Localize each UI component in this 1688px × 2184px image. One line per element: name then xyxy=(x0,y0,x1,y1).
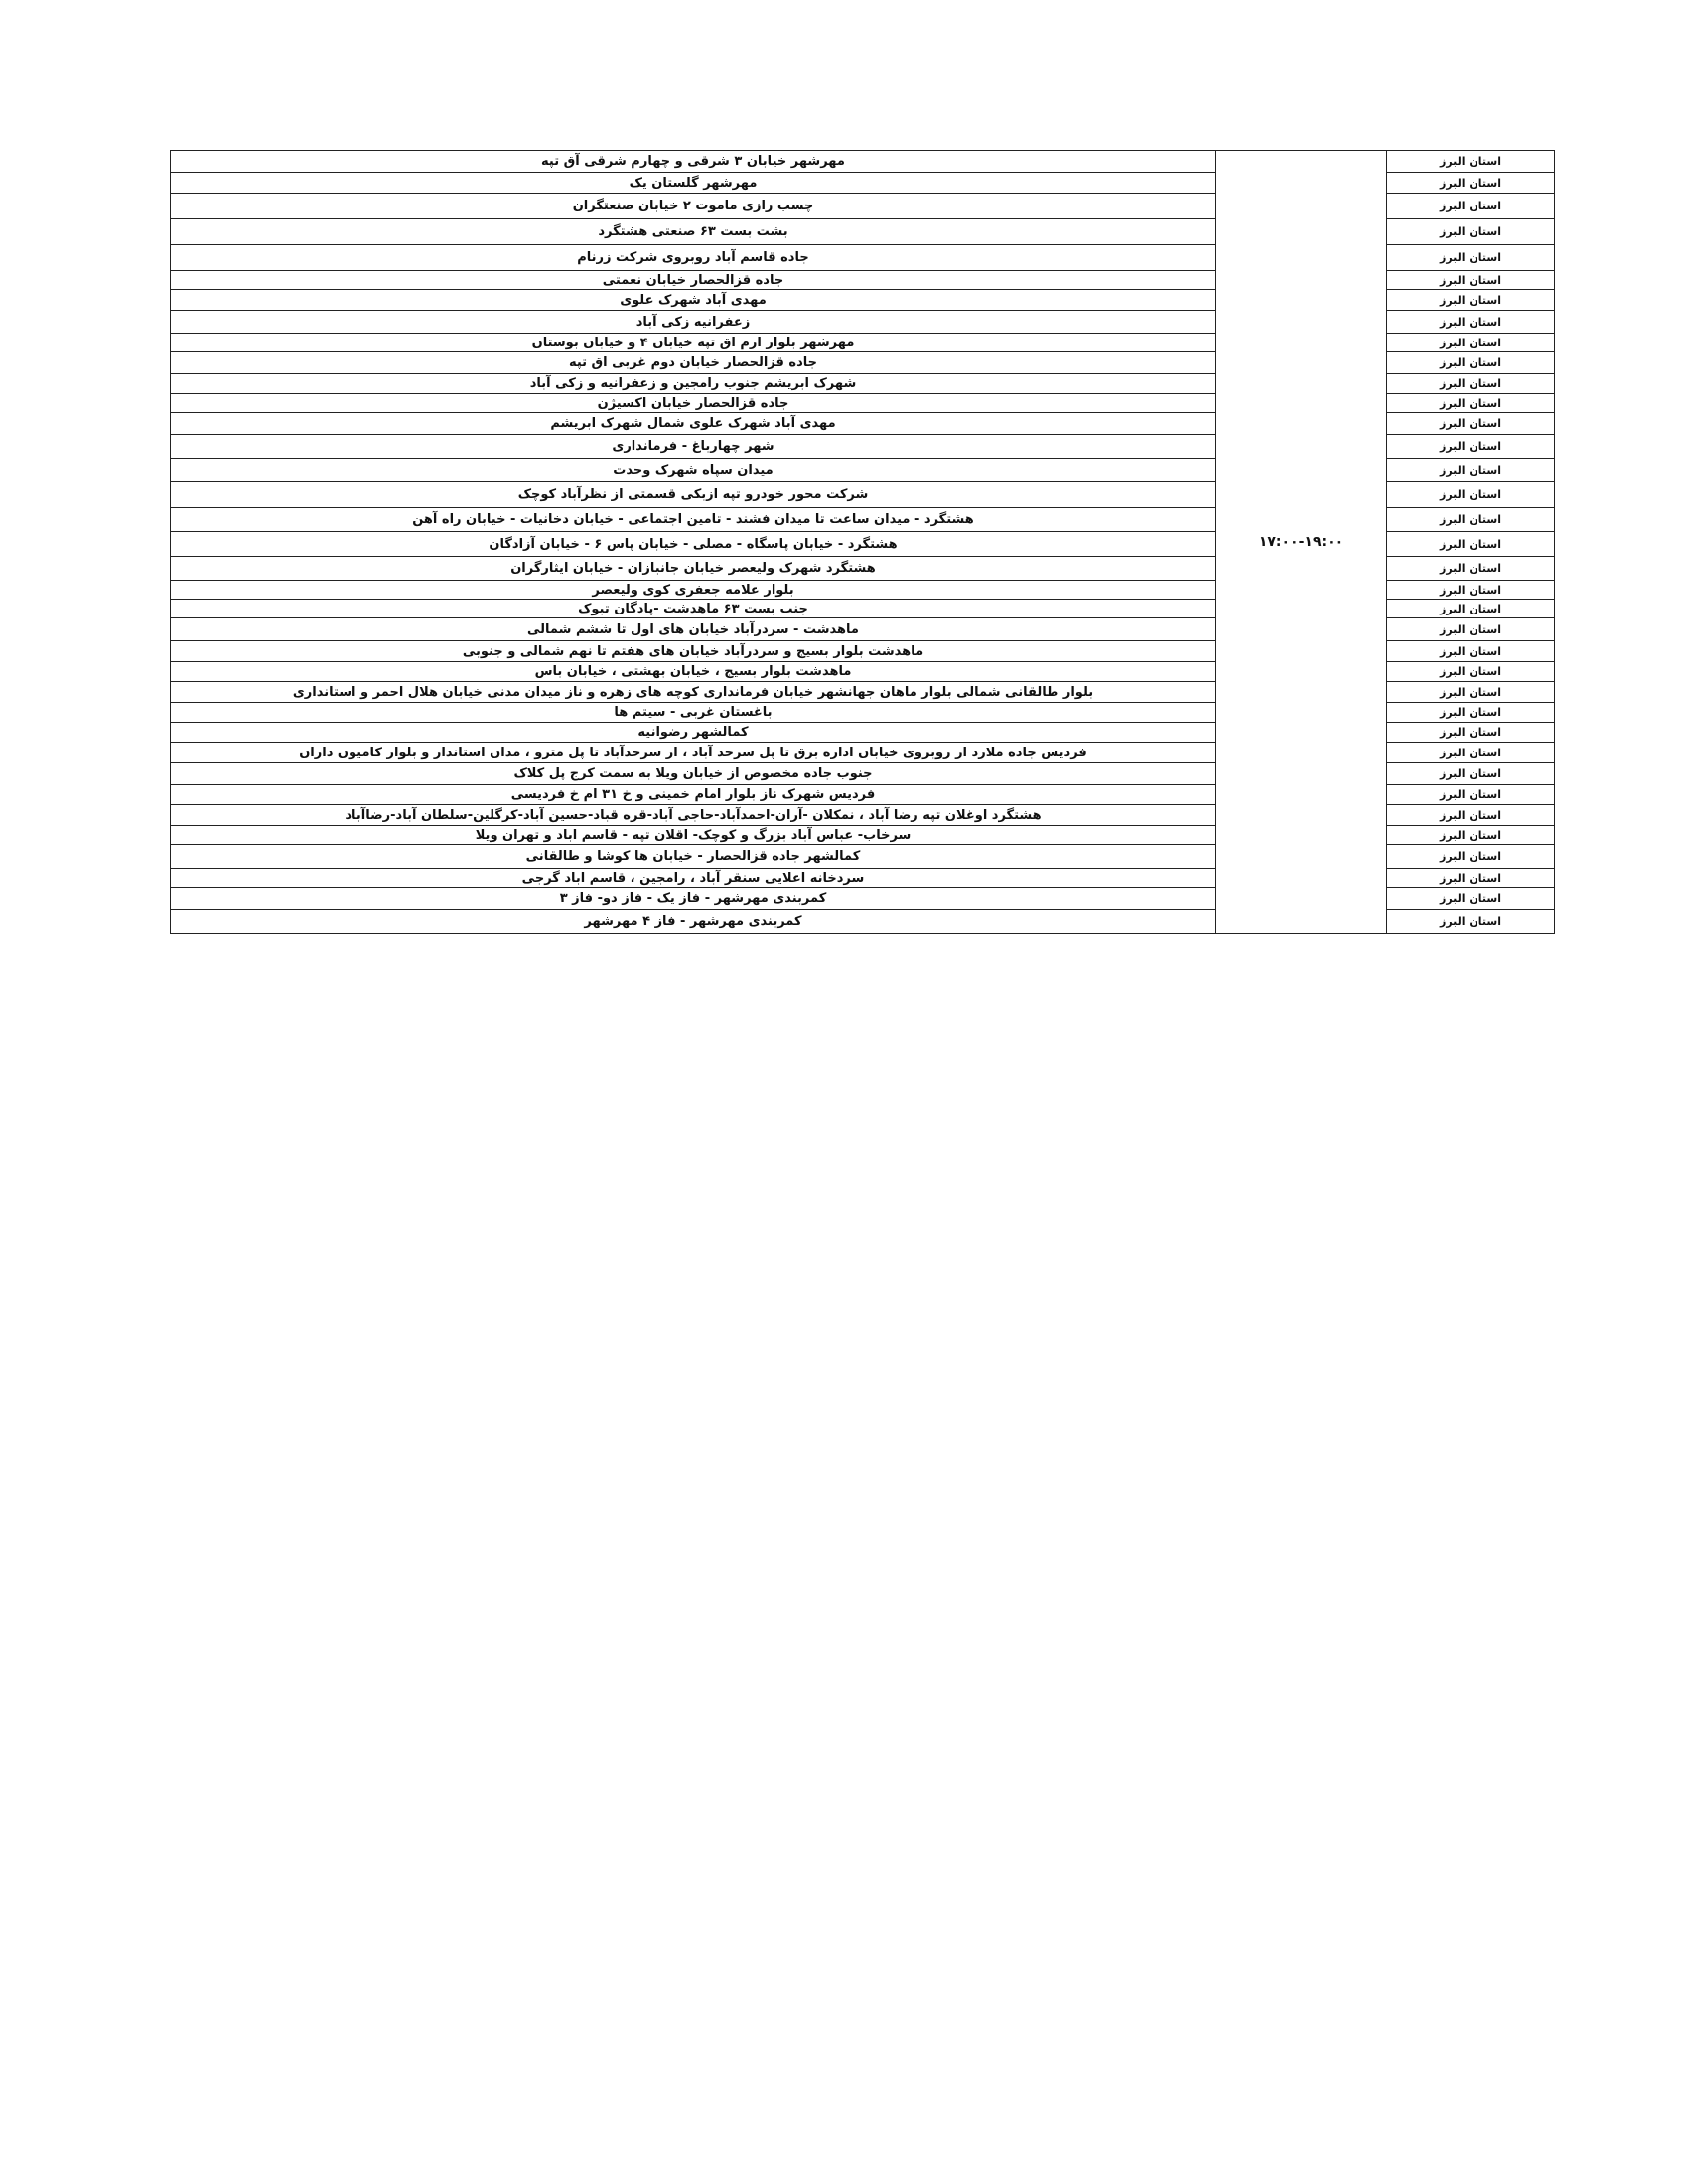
area-cell: کمربندی مهرشهر - فاز ۴ مهرشهر xyxy=(171,910,1216,934)
province-cell: استان البرز xyxy=(1387,763,1555,785)
province-cell: استان البرز xyxy=(1387,290,1555,311)
province-cell: استان البرز xyxy=(1387,662,1555,682)
area-cell: جاده قزالحصار خیابان نعمتی xyxy=(171,271,1216,290)
area-cell: هشتگرد - خیابان پاسگاه - مصلی - خیابان پاس ۶ - خیابان آزادگان xyxy=(171,532,1216,557)
province-cell: استان البرز xyxy=(1387,245,1555,271)
province-cell: استان البرز xyxy=(1387,173,1555,194)
province-cell: استان البرز xyxy=(1387,352,1555,374)
area-cell: مهدی آباد شهرک علوی شمال شهرک ابریشم xyxy=(171,413,1216,435)
province-cell: استان البرز xyxy=(1387,703,1555,723)
area-cell: سرخاب- عباس آباد بزرگ و کوچک- اقلان تپه - قاسم اباد و تهران ویلا xyxy=(171,826,1216,845)
area-cell: باغستان غربی - سیتم ها xyxy=(171,703,1216,723)
area-cell: مهرشهر بلوار ارم اق تپه خیابان ۴ و خیابان بوستان xyxy=(171,334,1216,352)
province-cell: استان البرز xyxy=(1387,532,1555,557)
province-cell: استان البرز xyxy=(1387,618,1555,641)
area-cell: بشت بست ۶۳ صنعتی هشتگرد xyxy=(171,219,1216,245)
province-cell: استان البرز xyxy=(1387,482,1555,508)
province-cell: استان البرز xyxy=(1387,805,1555,826)
province-cell: استان البرز xyxy=(1387,557,1555,581)
province-cell: استان البرز xyxy=(1387,869,1555,888)
table-row xyxy=(171,151,1555,173)
area-cell: بلوار علامه جعفری کوی ولیعصر xyxy=(171,581,1216,600)
province-cell: استان البرز xyxy=(1387,581,1555,600)
area-cell: فردیس شهرک ناز بلوار امام خمینی و خ ۳۱ ام خ فردیسی xyxy=(171,785,1216,805)
province-cell: استان البرز xyxy=(1387,723,1555,743)
area-cell: بلوار طالقانی شمالی بلوار ماهان جهانشهر خیابان فرمانداری کوچه های زهره و ناز میدان مدنی خیابان هلال احمر و استانداری xyxy=(171,682,1216,703)
area-cell: مهرشهر خیابان ۳ شرقی و چهارم شرقی آق تپه xyxy=(171,151,1216,173)
province-cell: استان البرز xyxy=(1387,888,1555,910)
province-cell: استان البرز xyxy=(1387,394,1555,413)
province-cell: استان البرز xyxy=(1387,743,1555,763)
area-cell: جاده قاسم آباد روبروی شرکت زرنام xyxy=(171,245,1216,271)
area-cell: جاده قزالحصار خیابان دوم غربی اق تپه xyxy=(171,352,1216,374)
outage-schedule-table xyxy=(170,150,1555,934)
area-cell: هشتگرد - میدان ساعت تا میدان فشند - تامین اجتماعی - خیابان دخانیات - خیابان راه آهن xyxy=(171,508,1216,532)
area-cell: هشتگرد اوغلان تپه رضا آباد ، نمکلان -آران-احمدآباد-حاجی آباد-قره قباد-حسین آباد-کرگلین-سلطان آباد-رضاآباد xyxy=(171,805,1216,826)
province-cell: استان البرز xyxy=(1387,845,1555,869)
area-cell: ماهدشت - سردرآباد خیابان های اول تا ششم شمالی xyxy=(171,618,1216,641)
time-slot-cell: ۱۷:۰۰-۱۹:۰۰ xyxy=(1216,151,1387,934)
area-cell: جنب بست ۶۳ ماهدشت -پادگان تبوک xyxy=(171,600,1216,618)
area-cell: مهرشهر گلستان یک xyxy=(171,173,1216,194)
area-cell: کمالشهر جاده قزالحصار - خیابان ها کوشا و طالقانی xyxy=(171,845,1216,869)
area-cell: زعفرانیه زکی آباد xyxy=(171,311,1216,334)
province-cell: استان البرز xyxy=(1387,826,1555,845)
province-cell: استان البرز xyxy=(1387,311,1555,334)
area-cell: مهدی آباد شهرک علوی xyxy=(171,290,1216,311)
area-cell: شهرک ابریشم جنوب رامجین و زعفرانیه و زکی آباد xyxy=(171,374,1216,394)
area-cell: کمربندی مهرشهر - فاز یک - فاز دو- فاز ۳ xyxy=(171,888,1216,910)
area-cell: هشتگرد شهرک ولیعصر خیابان جانبازان - خیابان ایثارگران xyxy=(171,557,1216,581)
province-cell: استان البرز xyxy=(1387,194,1555,219)
province-cell: استان البرز xyxy=(1387,435,1555,459)
area-cell: سردخانه اعلایی سنقر آباد ، رامجین ، قاسم اباد گرجی xyxy=(171,869,1216,888)
province-cell: استان البرز xyxy=(1387,334,1555,352)
schedule-body xyxy=(171,151,1555,934)
province-cell: استان البرز xyxy=(1387,151,1555,173)
province-cell: استان البرز xyxy=(1387,785,1555,805)
area-cell: فردیس جاده ملارد از روبروی خیابان اداره برق تا پل سرحد آباد ، از سرحدآباد تا پل مترو ، مدان استاندار و بلوار کامیون داران xyxy=(171,743,1216,763)
area-cell: شرکت محور خودرو تپه ازبکی قسمتی از نظرآباد کوچک xyxy=(171,482,1216,508)
area-cell: میدان سپاه شهرک وحدت xyxy=(171,459,1216,482)
area-cell: ماهدشت بلوار بسیج و سردرآباد خیابان های هفتم تا نهم شمالی و جنوبی xyxy=(171,641,1216,662)
province-cell: استان البرز xyxy=(1387,413,1555,435)
area-cell: شهر چهارباغ - فرمانداری xyxy=(171,435,1216,459)
province-cell: استان البرز xyxy=(1387,641,1555,662)
area-cell: چسب رازی ماموت ۲ خیابان صنعتگران xyxy=(171,194,1216,219)
province-cell: استان البرز xyxy=(1387,459,1555,482)
province-cell: استان البرز xyxy=(1387,508,1555,532)
province-cell: استان البرز xyxy=(1387,219,1555,245)
province-cell: استان البرز xyxy=(1387,682,1555,703)
area-cell: جاده قزالحصار خیابان اکسیژن xyxy=(171,394,1216,413)
province-cell: استان البرز xyxy=(1387,910,1555,934)
province-cell: استان البرز xyxy=(1387,271,1555,290)
province-cell: استان البرز xyxy=(1387,600,1555,618)
area-cell: کمالشهر رضوانیه xyxy=(171,723,1216,743)
province-cell: استان البرز xyxy=(1387,374,1555,394)
area-cell: جنوب جاده مخصوص از خیابان ویلا به سمت کرج پل کلاک xyxy=(171,763,1216,785)
area-cell: ماهدشت بلوار بسیج ، خیابان بهشتی ، خیابان باس xyxy=(171,662,1216,682)
